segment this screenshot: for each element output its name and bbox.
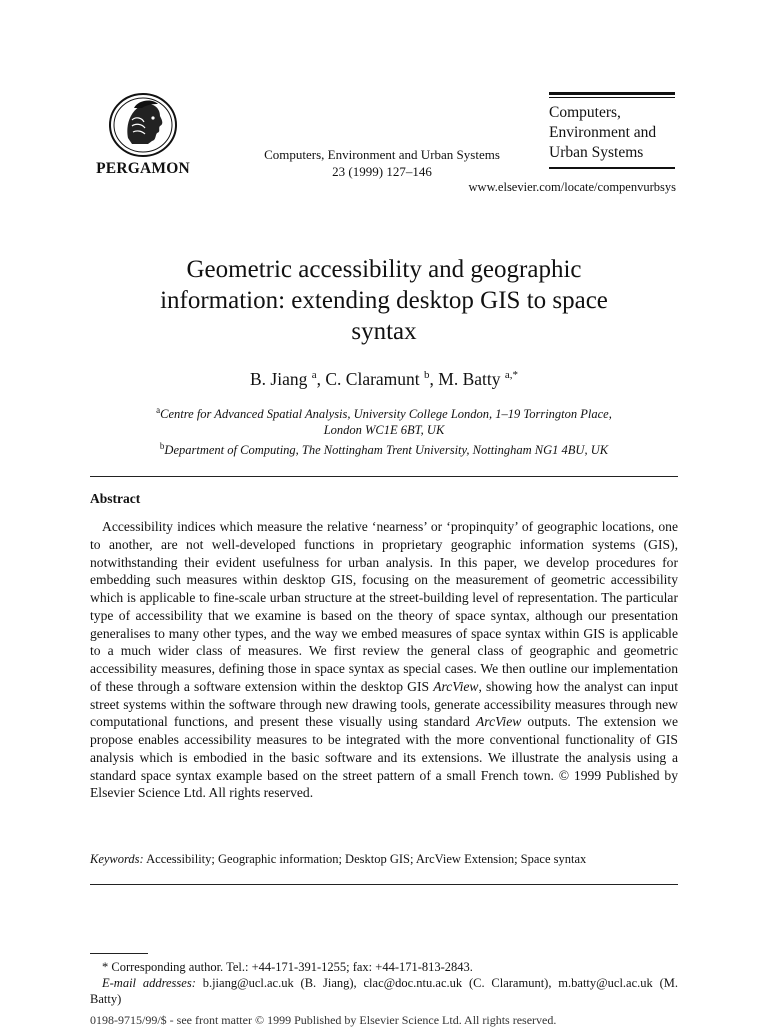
title-line: Geometric accessibility and geographic <box>186 256 582 283</box>
journal-citation <box>232 146 532 180</box>
journal-name: Computers, Environment and Urban Systems <box>264 147 500 162</box>
software-name: ArcView <box>433 678 479 694</box>
article-title <box>90 254 678 347</box>
section-divider <box>90 476 678 477</box>
author-name: M. Batty <box>438 369 501 389</box>
affiliations <box>90 402 678 458</box>
keywords-label: Keywords: <box>90 852 144 866</box>
affiliation-a-line2: London WC1E 6BT, UK <box>323 423 445 438</box>
athena-head-icon <box>108 92 178 158</box>
corresponding-author-note: * Corresponding author. Tel.: +44-171-391-1255; fax: +44-171-813-2843. <box>102 960 473 974</box>
keywords-list: Accessibility; Geographic information; Desktop GIS; ArcView Extension; Space syntax <box>146 852 587 866</box>
masthead-rule-thin <box>549 97 675 98</box>
footnote-rule <box>90 953 148 954</box>
author-name: C. Claramunt <box>325 369 420 389</box>
affiliation-b: $^b$Department of Computing, The Nottingham Trent University, Nottingham NG1 4BU, UK <box>159 441 609 458</box>
author-affiliation-mark: b <box>424 369 430 382</box>
abstract-heading: Abstract <box>90 491 141 506</box>
footnotes <box>90 959 678 1007</box>
masthead-rule-top <box>549 92 675 95</box>
author-name: B. Jiang <box>249 369 308 389</box>
abstract-text: Accessibility indices which measure the relative ‘nearness’ or ‘propinquity’ of geographic locations, one to another, are not well-developed functions in proprietary geographic information systems (GIS), notwithstanding their evident usefulness for urban analysis. In this paper, we develop procedures for embedding such measures within desktop GIS, focusing on the measurement of geometric accessibility which is applicable to fine-scale urban structure at the street-building level of representation. The particular type of accessibility that we examine is based on the theory of space syntax, although our presentation generalises to many other types, and the way we embed measures of space syntax within GIS is applicable to a much wider class of measures. We first review the general class of geographic and geometric accessibility measures, defining those in space syntax as special cases. We then outline our implementation of these through a software extension within the desktop GIS ArcView, showing how the analyst can input street systems within the software through new drawing tools, generate accessibility measures through new computational functions, and present these visually using standard ArcView outputs. The extension we propose enables accessibility measures to be integrated with the more conventional functionality of GIS analysis which is embodied in the basic software and its extensions. We illustrate the analysis using a standard space syntax example based on the street pattern of a small French town. © 1999 Published by Elsevier Science Ltd. All rights reserved. <box>90 519 678 801</box>
author-affiliation-mark: a <box>311 369 317 382</box>
masthead-line-3: Urban Systems <box>549 144 644 161</box>
masthead-line-2: Environment and <box>549 124 657 141</box>
journal-volume: 23 (1999) 127–146 <box>332 164 432 179</box>
copyright-line: 0198-9715/99/$ - see front matter © 1999 Published by Elsevier Science Ltd. All rights reserved. <box>90 1013 557 1027</box>
email-addresses: E-mail addresses: b.jiang@ucl.ac.uk (B. Jiang), clac@doc.ntu.ac.uk (C. Claramunt), m.batty@ucl.ac.uk (M. Batty) <box>90 976 679 1006</box>
title-line: information: extending desktop GIS to space <box>160 287 608 314</box>
masthead-line-1: Computers, <box>549 104 621 121</box>
journal-masthead <box>549 92 675 169</box>
publisher-name: PERGAMON <box>96 160 190 177</box>
keywords <box>90 852 678 867</box>
section-divider <box>90 884 678 885</box>
journal-url[interactable]: www.elsevier.com/locate/compenvurbsys <box>468 180 676 194</box>
author-affiliation-mark: a,* <box>504 369 519 382</box>
masthead-journal-title <box>549 103 675 163</box>
title-line: syntax <box>351 318 417 345</box>
software-name: ArcView <box>476 714 522 730</box>
author-list: B. Jiang $^a$, C. Claramunt $^b$, M. Batty $^{a,*}$ <box>249 369 519 389</box>
masthead-rule-bottom <box>549 167 675 169</box>
affiliation-a: $^a$Centre for Advanced Spatial Analysis, University College London, 1–19 Torrington Place, <box>156 405 612 422</box>
